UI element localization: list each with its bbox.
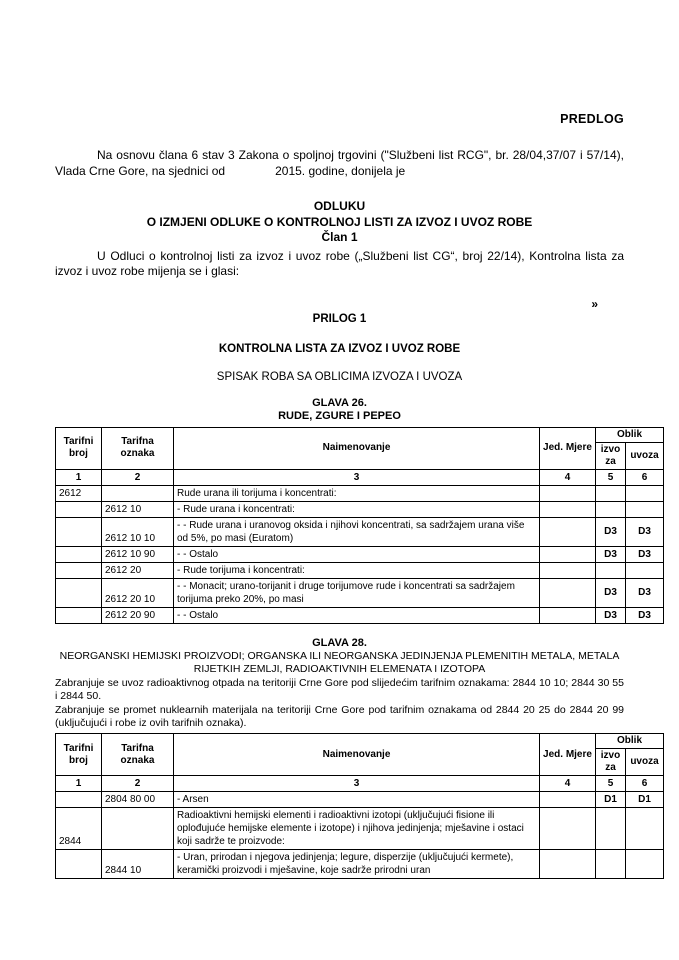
- import-form-cell: D3: [626, 546, 664, 562]
- table-row: [56, 517, 664, 546]
- tariff-number-cell: [56, 501, 102, 517]
- unit-cell: [540, 607, 596, 623]
- column-number: 4: [540, 469, 596, 485]
- header-naimenovanje: Naimenovanje: [174, 427, 540, 469]
- column-number: 2: [102, 469, 174, 485]
- import-form-cell: [626, 485, 664, 501]
- unit-cell: [540, 850, 596, 879]
- header-uvoza: uvoza: [626, 442, 664, 469]
- column-number: 1: [56, 776, 102, 792]
- header-izvoza: izvoza: [596, 442, 626, 469]
- import-form-cell: D1: [626, 792, 664, 808]
- header-jed-mjere: Jed. Mjere: [540, 734, 596, 776]
- tariff-code-cell: 2612 10: [102, 501, 174, 517]
- import-form-cell: D3: [626, 607, 664, 623]
- chapter-26-heading: GLAVA 26.: [312, 396, 367, 409]
- column-numbers-row: [56, 469, 664, 485]
- tariff-number-cell: [56, 578, 102, 607]
- column-number: 6: [626, 469, 664, 485]
- header-naimenovanje: Naimenovanje: [174, 734, 540, 776]
- table-row: [56, 607, 664, 623]
- column-number: 4: [540, 776, 596, 792]
- header-oblik: Oblik: [596, 734, 664, 749]
- unit-cell: [540, 792, 596, 808]
- import-form-cell: [626, 850, 664, 879]
- column-number: 2: [102, 776, 174, 792]
- import-form-cell: [626, 562, 664, 578]
- header-tarifna-oznaka: Tarifna oznaka: [102, 427, 174, 469]
- export-form-cell: D3: [596, 546, 626, 562]
- column-numbers-row: [56, 776, 664, 792]
- header-tarifna-oznaka: Tarifna oznaka: [102, 734, 174, 776]
- import-form-cell: [626, 501, 664, 517]
- export-form-cell: [596, 562, 626, 578]
- article-paragraph: U Odluci o kontrolnoj listi za izvoz i uvoz robe („Službeni list CG“, broj 22/14), Kontrolna lista za izvoz i uvoz robe mijenja se i glasi:: [55, 248, 624, 278]
- table-row: [56, 562, 664, 578]
- tariff-number-cell: 2844: [56, 808, 102, 850]
- chapter-28-paragraph-1: Zabranjuje se uvoz radioaktivnog otpada na teritoriji Crne Gore pod slijedećim tarifnim oznakama: 2844 10 10; 2844 30 55 i 2844 50.: [55, 677, 624, 702]
- description-cell: Rude urana ili torijuma i koncentrati:: [174, 485, 540, 501]
- header-oblik: Oblik: [596, 427, 664, 442]
- chapter-28-table: [55, 733, 664, 879]
- table-row: [56, 808, 664, 850]
- import-form-cell: [626, 808, 664, 850]
- proposal-label: PREDLOG: [560, 112, 624, 126]
- table-row: [56, 501, 664, 517]
- unit-cell: [540, 808, 596, 850]
- table-row: [56, 546, 664, 562]
- continuation-quote-mark: »: [591, 296, 598, 311]
- tariff-code-cell: 2844 10: [102, 850, 174, 879]
- tariff-number-cell: [56, 517, 102, 546]
- tariff-code-cell: [102, 808, 174, 850]
- decision-title: ODLUKU: [313, 199, 366, 213]
- header-tarifni-broj: Tarifni broj: [56, 734, 102, 776]
- tariff-number-cell: [56, 850, 102, 879]
- export-form-cell: [596, 485, 626, 501]
- tariff-number-cell: [56, 546, 102, 562]
- unit-cell: [540, 485, 596, 501]
- unit-cell: [540, 501, 596, 517]
- description-cell: - Arsen: [174, 792, 540, 808]
- table-row: [56, 792, 664, 808]
- chapter-28-subheading: NEORGANSKI HEMIJSKI PROIZVODI; ORGANSKA ILI NEORGANSKA JEDINJENJA PLEMENITIH METALA, METALA RIJETKIH ZEMLJI, RADIOAKTIVNIH ELEMENATA I IZOTOPA: [59, 650, 620, 675]
- chapter-26-table: [55, 427, 664, 624]
- tariff-number-cell: [56, 562, 102, 578]
- tariff-code-cell: [102, 485, 174, 501]
- table-header: [56, 734, 664, 792]
- description-cell: - - Rude urana i uranovog oksida i njihovi koncentrati, sa sadržajem urana više od 5%, po masi (Euratom): [174, 517, 540, 546]
- export-form-cell: D3: [596, 578, 626, 607]
- export-form-cell: D1: [596, 792, 626, 808]
- export-form-cell: D3: [596, 607, 626, 623]
- unit-cell: [540, 562, 596, 578]
- unit-cell: [540, 578, 596, 607]
- description-cell: - - Ostalo: [174, 546, 540, 562]
- chapter-26-subheading: RUDE, ZGURE I PEPEO: [278, 410, 401, 422]
- table-row: [56, 850, 664, 879]
- article-heading: Član 1: [321, 230, 358, 244]
- tariff-code-cell: 2612 20: [102, 562, 174, 578]
- header-jed-mjere: Jed. Mjere: [540, 427, 596, 469]
- description-cell: - Rude torijuma i koncentrati:: [174, 562, 540, 578]
- decision-subtitle: O IZMJENI ODLUKE O KONTROLNOJ LISTI ZA IZVOZ I UVOZ ROBE: [146, 214, 533, 229]
- tariff-code-cell: 2612 10 10: [102, 517, 174, 546]
- annex-title: KONTROLNA LISTA ZA IZVOZ I UVOZ ROBE: [218, 342, 461, 355]
- description-cell: - Uran, prirodan i njegova jedinjenja; legure, disperzije (uključujući kermete), keramički proizvodi i mješavine, koje sadrže prirodni uran: [174, 850, 540, 879]
- tariff-number-cell: 2612: [56, 485, 102, 501]
- description-cell: - - Monacit; urano-torijanit i druge torijumove rude i koncentrati sa sadržajem torijuma preko 20%, po masi: [174, 578, 540, 607]
- unit-cell: [540, 517, 596, 546]
- column-number: 5: [596, 776, 626, 792]
- header-tarifni-broj: Tarifni broj: [56, 427, 102, 469]
- annex-subtitle: SPISAK ROBA SA OBLICIMA IZVOZA I UVOZA: [216, 370, 463, 383]
- export-form-cell: D3: [596, 517, 626, 546]
- tariff-code-cell: 2612 20 90: [102, 607, 174, 623]
- tariff-code-cell: 2804 80 00: [102, 792, 174, 808]
- description-cell: - - Ostalo: [174, 607, 540, 623]
- chapter-28-heading: GLAVA 28.: [312, 636, 367, 649]
- import-form-cell: D3: [626, 517, 664, 546]
- unit-cell: [540, 546, 596, 562]
- column-number: 1: [56, 469, 102, 485]
- column-number: 3: [174, 469, 540, 485]
- tariff-code-cell: 2612 20 10: [102, 578, 174, 607]
- tariff-number-cell: [56, 607, 102, 623]
- column-number: 5: [596, 469, 626, 485]
- table-row: [56, 578, 664, 607]
- description-cell: Radioaktivni hemijski elementi i radioaktivni izotopi (uključujući fisione ili oplođujuće hemijske elemente i izotope) i njihova jedinjenja; mješavine i ostaci koji sadrže te proizvode:: [174, 808, 540, 850]
- header-izvoza: izvoza: [596, 749, 626, 776]
- column-number: 3: [174, 776, 540, 792]
- export-form-cell: [596, 850, 626, 879]
- export-form-cell: [596, 501, 626, 517]
- decision-heading-block: [55, 199, 624, 246]
- tariff-code-cell: 2612 10 90: [102, 546, 174, 562]
- table-row: [56, 485, 664, 501]
- annex-heading: PRILOG 1: [312, 312, 367, 325]
- intro-paragraph: Na osnovu člana 6 stav 3 Zakona o spoljnoj trgovini ("Službeni list RCG", br. 28/04,37/07 i 57/14), Vlada Crne Gore, na sjednici od 2015. godine, donijela je: [55, 148, 624, 178]
- chapter-28-paragraph-2: Zabranjuje se promet nuklearnih materijala na teritoriji Crne Gore pod tarifnim oznakama od 2844 20 25 do 2844 20 99 (uključujući i robe iz ovih tarifnih oznaka).: [55, 704, 624, 729]
- tariff-number-cell: [56, 792, 102, 808]
- export-form-cell: [596, 808, 626, 850]
- column-number: 6: [626, 776, 664, 792]
- import-form-cell: D3: [626, 578, 664, 607]
- description-cell: - Rude urana i koncentrati:: [174, 501, 540, 517]
- table-header: [56, 427, 664, 485]
- header-uvoza: uvoza: [626, 749, 664, 776]
